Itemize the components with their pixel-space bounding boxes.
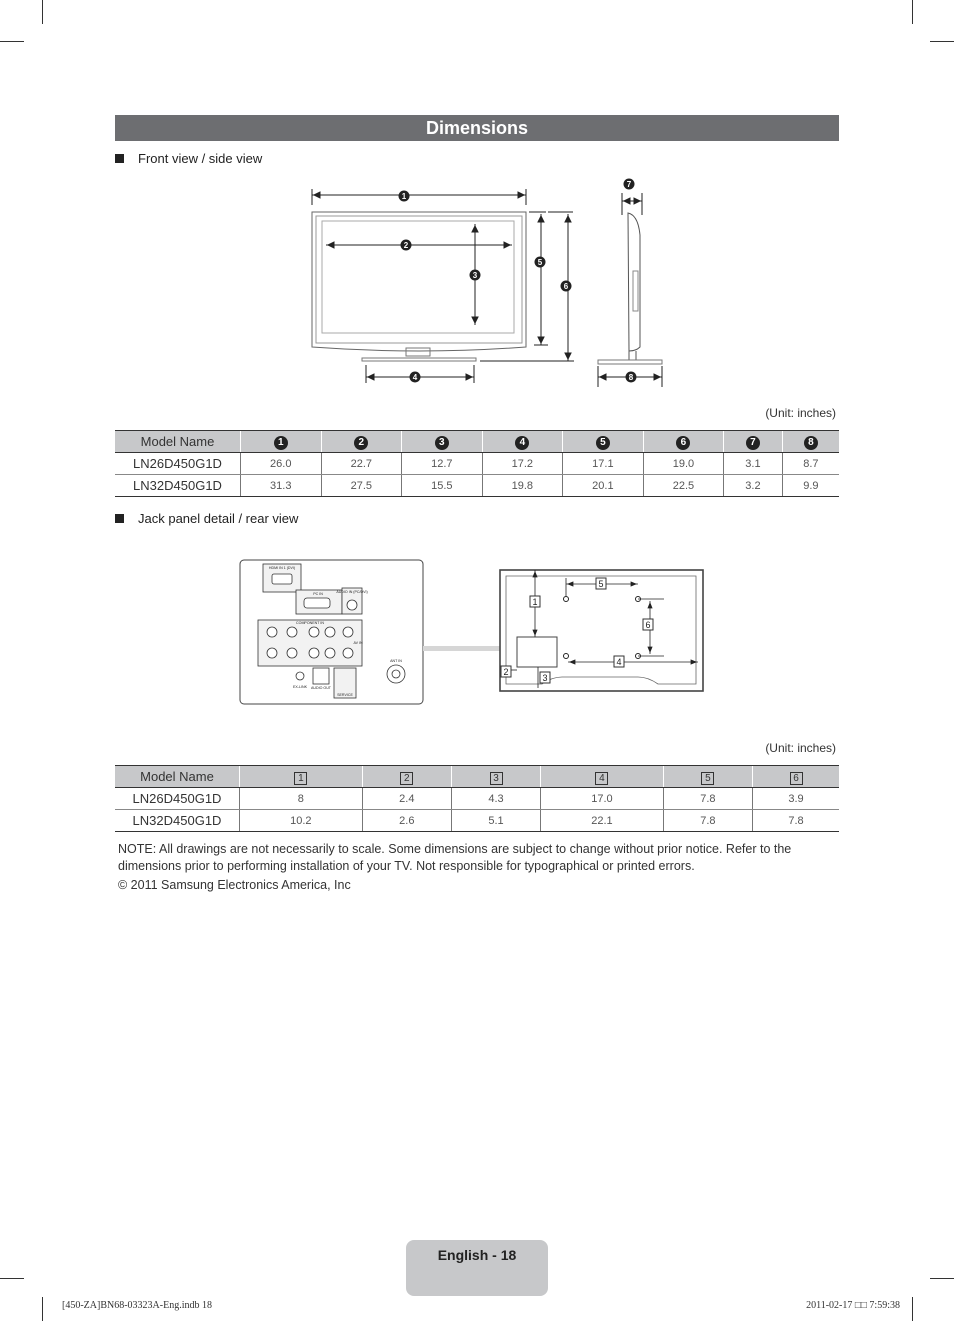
front-view-heading-text: Front view / side view xyxy=(138,151,263,166)
table-row xyxy=(115,788,839,810)
crop-mark xyxy=(0,1278,24,1279)
table-cell: 8 xyxy=(240,788,363,810)
table-cell: 22.1 xyxy=(541,810,664,832)
callout-badge: 6 xyxy=(676,436,690,450)
crop-mark xyxy=(912,1297,913,1321)
bullet-square-icon xyxy=(115,514,124,523)
col-header-5 xyxy=(663,766,752,788)
callout-badge: 7 xyxy=(746,436,760,450)
table-cell: 7.8 xyxy=(753,810,840,832)
table-cell: 3.2 xyxy=(724,475,783,497)
callout-badge: 1 xyxy=(294,772,307,785)
col-header-4 xyxy=(541,766,664,788)
model-name-cell: LN32D450G1D xyxy=(115,810,240,832)
label-service: SERVICE xyxy=(337,693,353,697)
svg-text:6: 6 xyxy=(645,620,651,630)
label-ex-link: EX-LINK xyxy=(293,685,307,689)
table-cell: 12.7 xyxy=(402,453,483,475)
callout-8 xyxy=(626,372,637,383)
table-cell: 31.3 xyxy=(241,475,322,497)
page-number-label: English - 18 xyxy=(437,1247,517,1263)
label-ant-in: ANT IN xyxy=(390,659,402,663)
table-row xyxy=(115,453,839,475)
label-hdmi: HDMI IN 1 (DVI) xyxy=(268,566,296,570)
col-header-3 xyxy=(402,431,483,453)
col-header-1 xyxy=(241,431,322,453)
svg-text:8: 8 xyxy=(628,373,634,382)
callout-badge: 4 xyxy=(515,436,529,450)
footer-timestamp: 2011-02-17 □□ 7:59:38 xyxy=(806,1300,900,1311)
table-cell: 7.8 xyxy=(663,788,752,810)
callout-badge: 2 xyxy=(400,772,413,785)
table-cell: 9.9 xyxy=(782,475,839,497)
unit-label-2: (Unit: inches) xyxy=(765,741,836,755)
table-row xyxy=(115,475,839,497)
copyright-text: © 2011 Samsung Electronics America, Inc xyxy=(118,878,351,892)
jack-panel-rear-diagram xyxy=(238,558,708,706)
front-side-view-diagram xyxy=(300,175,680,390)
table-cell: 19.0 xyxy=(643,453,724,475)
svg-text:3: 3 xyxy=(472,271,478,280)
table-cell: 22.7 xyxy=(321,453,402,475)
svg-text:2: 2 xyxy=(403,241,409,250)
svg-text:1: 1 xyxy=(532,597,538,607)
crop-mark xyxy=(912,0,913,24)
bullet-square-icon xyxy=(115,154,124,163)
table-cell: 10.2 xyxy=(240,810,363,832)
front-view-heading xyxy=(115,151,262,166)
front-dimensions-table xyxy=(115,430,839,497)
callout-box-2 xyxy=(501,666,511,677)
svg-text:5: 5 xyxy=(537,258,543,267)
crop-mark xyxy=(930,41,954,42)
callout-badge: 1 xyxy=(274,436,288,450)
callout-badge: 5 xyxy=(596,436,610,450)
callout-7 xyxy=(624,179,635,190)
model-name-cell: LN32D450G1D xyxy=(115,475,241,497)
table-header-row xyxy=(115,431,839,453)
table-cell: 17.2 xyxy=(482,453,563,475)
table-cell: 17.1 xyxy=(563,453,644,475)
callout-2 xyxy=(401,240,412,251)
model-name-cell: LN26D450G1D xyxy=(115,788,240,810)
label-pc-in: PC IN xyxy=(313,592,323,596)
page-title: Dimensions xyxy=(115,115,839,141)
col-header-3 xyxy=(451,766,540,788)
table-cell: 22.5 xyxy=(643,475,724,497)
table-cell: 4.3 xyxy=(451,788,540,810)
col-header-4 xyxy=(482,431,563,453)
col-header-2 xyxy=(362,766,451,788)
table-cell: 2.4 xyxy=(362,788,451,810)
model-name-header: Model Name xyxy=(115,431,241,453)
label-av-in: AV IN xyxy=(353,641,363,645)
svg-text:1: 1 xyxy=(401,192,407,201)
svg-text:4: 4 xyxy=(616,657,622,667)
table-cell: 3.9 xyxy=(753,788,840,810)
callout-box-4 xyxy=(614,656,624,667)
svg-text:6: 6 xyxy=(563,282,569,291)
svg-text:5: 5 xyxy=(598,579,604,589)
svg-text:4: 4 xyxy=(412,373,418,382)
col-header-2 xyxy=(321,431,402,453)
callout-badge: 6 xyxy=(790,772,803,785)
callout-1 xyxy=(399,191,410,202)
wall-mount-dimensions-table xyxy=(115,765,839,832)
table-cell: 19.8 xyxy=(482,475,563,497)
crop-mark xyxy=(42,1297,43,1321)
svg-text:3: 3 xyxy=(542,673,548,683)
table-cell: 26.0 xyxy=(241,453,322,475)
callout-box-5 xyxy=(596,578,606,589)
callout-badge: 3 xyxy=(490,772,503,785)
col-header-1 xyxy=(240,766,363,788)
table-cell: 15.5 xyxy=(402,475,483,497)
model-name-cell: LN26D450G1D xyxy=(115,453,241,475)
callout-3 xyxy=(470,270,481,281)
svg-text:2: 2 xyxy=(503,667,509,677)
unit-label-1: (Unit: inches) xyxy=(765,406,836,420)
callout-6 xyxy=(561,281,572,292)
col-header-6 xyxy=(643,431,724,453)
table-cell: 8.7 xyxy=(782,453,839,475)
crop-mark xyxy=(42,0,43,24)
footer-file-info: [450-ZA]BN68-03323A-Eng.indb 18 xyxy=(62,1300,212,1311)
table-row xyxy=(115,810,839,832)
crop-mark xyxy=(0,41,24,42)
table-cell: 27.5 xyxy=(321,475,402,497)
label-component-in: COMPONENT IN xyxy=(296,621,324,625)
callout-badge: 2 xyxy=(354,436,368,450)
callout-badge: 3 xyxy=(435,436,449,450)
table-cell: 7.8 xyxy=(663,810,752,832)
callout-box-6 xyxy=(643,619,653,630)
table-cell: 17.0 xyxy=(541,788,664,810)
table-cell: 20.1 xyxy=(563,475,644,497)
svg-text:7: 7 xyxy=(626,180,632,189)
col-header-6 xyxy=(753,766,840,788)
callout-box-3 xyxy=(540,672,550,683)
page-number-tab xyxy=(406,1240,548,1296)
callout-4 xyxy=(410,372,421,383)
col-header-8 xyxy=(782,431,839,453)
callout-badge: 8 xyxy=(804,436,818,450)
table-header-row xyxy=(115,766,839,788)
label-audio-in-pc: AUDIO IN (PC/DVI) xyxy=(336,590,368,594)
table-cell: 2.6 xyxy=(362,810,451,832)
jack-panel-heading-text: Jack panel detail / rear view xyxy=(138,511,299,526)
col-header-5 xyxy=(563,431,644,453)
disclaimer-note: NOTE: All drawings are not necessarily to scale. Some dimensions are subject to change without prior notice. Refer to the dimensions prior to performing installation of your TV. Not responsible for typographical or printed errors. xyxy=(118,842,792,873)
table-cell: 3.1 xyxy=(724,453,783,475)
label-audio-out: AUDIO OUT xyxy=(311,686,331,690)
model-name-header: Model Name xyxy=(115,766,240,788)
callout-5 xyxy=(535,257,546,268)
col-header-7 xyxy=(724,431,783,453)
table-cell: 5.1 xyxy=(451,810,540,832)
callout-box-1 xyxy=(530,596,540,607)
jack-panel-heading xyxy=(115,511,298,526)
callout-badge: 4 xyxy=(595,772,608,785)
callout-badge: 5 xyxy=(701,772,714,785)
crop-mark xyxy=(930,1278,954,1279)
